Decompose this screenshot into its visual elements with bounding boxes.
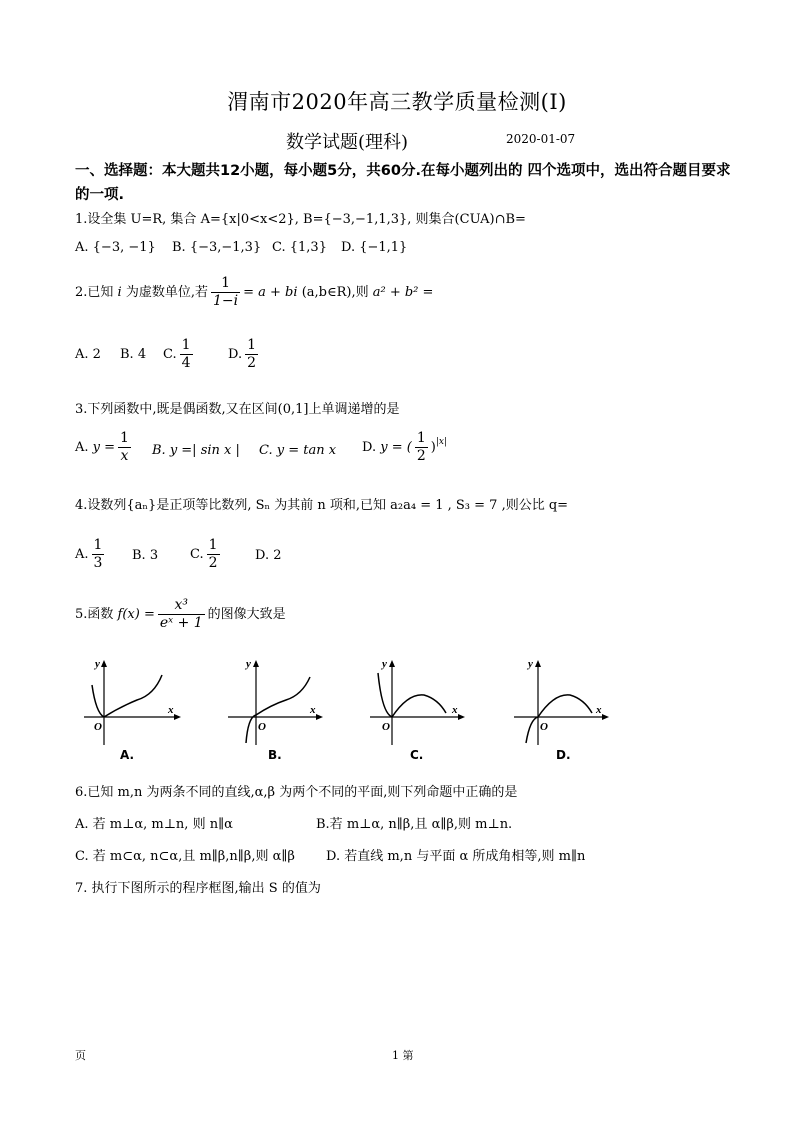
q3-optd-lhs: y = ( (380, 440, 412, 455)
q4-opta-frac (92, 537, 105, 572)
q4-optc-label: C. (190, 547, 204, 562)
graph-d-y-label: y (528, 658, 533, 670)
q2-mid: 为虚数单位,若 (125, 285, 208, 300)
q6-option-b: B.若 m⊥α, n∥β,且 α∥β,则 m⊥n. (316, 817, 513, 832)
graph-c-origin: O (382, 721, 390, 733)
q3-optd-frac (415, 430, 428, 465)
q4-option-d: D. 2 (255, 548, 282, 563)
q3-opta-label: A. (75, 440, 89, 455)
exam-subtitle: 数学试题(理科) (286, 132, 409, 153)
q2-option-b: B. 4 (120, 347, 147, 362)
q4-option-b: B. 3 (132, 548, 159, 563)
q3-option-d (362, 430, 447, 465)
q5-fraction (158, 597, 205, 632)
q2-frac-num: 1 (221, 275, 231, 291)
question-2-stem (75, 275, 433, 310)
q2-frac-den: 1−i (213, 293, 239, 309)
q6-option-a: A. 若 m⊥α, m⊥n, 则 n∥α (75, 817, 233, 832)
q2-option-c-label: C. (163, 347, 177, 362)
question-7-stem: 7. 执行下图所示的程序框图,输出 S 的值为 (75, 881, 321, 896)
q5-graph-c (368, 655, 468, 747)
q1-option-a: A. {−3, −1} (75, 240, 156, 255)
q5-graph-d (512, 655, 612, 747)
q2-option-d-label: D. (228, 347, 243, 362)
q3-optd-den: 2 (416, 448, 426, 464)
q5-graph-a (82, 655, 182, 747)
q2-cond: (a,b∈R),则 (301, 285, 369, 300)
graph-a-origin: O (94, 721, 102, 733)
q3-opta-lhs: y = (92, 440, 116, 455)
q3-opta-frac (118, 430, 131, 465)
graph-d-x-label: x (596, 704, 602, 716)
footer-page-left: 页 (75, 1049, 86, 1062)
q5-func: f(x) = (117, 607, 155, 622)
section-heading: 一、选择题：本大题共12小题，每小题5分，共60分.在每小题列出的 四个选项中，选出符合题目要求的一项. (75, 163, 731, 203)
q2-optd-den: 2 (247, 355, 257, 371)
footer-page-number: 1 第 (392, 1049, 414, 1062)
q4-optc-frac (207, 537, 220, 572)
q2-optd-num: 1 (247, 337, 257, 353)
q2-prefix: 2.已知 (75, 285, 114, 300)
q2-optc-den: 4 (181, 355, 191, 371)
q5-graph-b (226, 655, 326, 747)
graph-a-y-label: y (95, 658, 100, 670)
exam-date: 2020-01-07 (506, 132, 576, 146)
q3-option-a (75, 430, 134, 465)
q3-optd-num: 1 (416, 430, 426, 446)
q2-option-c (163, 337, 196, 372)
q5-prefix: 5.函数 (75, 607, 114, 622)
q4-opta-den: 3 (93, 555, 103, 571)
q6-option-d: D. 若直线 m,n 与平面 α 所成角相等,则 m∥n (326, 849, 586, 864)
q1-option-b: B. {−3,−1,3} (172, 240, 262, 255)
q5-frac-den: eˣ + 1 (159, 615, 203, 631)
q3-option-b: B. y =| sin x | (152, 443, 240, 458)
graph-b-y-label: y (246, 658, 251, 670)
q1-option-d: D. {−1,1} (341, 240, 408, 255)
graph-c-x-label: x (452, 704, 458, 716)
q2-eq: = a + bi (243, 285, 298, 300)
q5-graph-b-label: B. (268, 748, 282, 762)
q5-graph-d-label: D. (556, 748, 571, 762)
question-5-stem (75, 597, 286, 632)
q3-optd-label: D. (362, 440, 377, 455)
q4-opta-label: A. (75, 547, 89, 562)
q3-option-c: C. y = tan x (259, 443, 337, 458)
q4-optc-den: 2 (208, 555, 218, 571)
graph-b-origin: O (258, 721, 266, 733)
q3-opta-den: x (118, 447, 131, 465)
q2-fraction (211, 275, 240, 310)
graph-d-origin: O (540, 721, 548, 733)
exam-title: 渭南市2020年高三教学质量检测(Ⅰ) (227, 90, 567, 114)
q2-option-c-frac (180, 337, 193, 372)
q2-optc-num: 1 (181, 337, 191, 353)
question-3-stem: 3.下列函数中,既是偶函数,又在区间(0,1]上单调递增的是 (75, 402, 400, 417)
q4-option-a (75, 537, 107, 572)
q6-option-c: C. 若 m⊂α, n⊂α,且 m∥β,n∥β,则 α∥β (75, 849, 295, 864)
q5-frac-num: x³ (174, 597, 189, 613)
q2-end: a² + b² = (372, 285, 434, 300)
q2-option-a: A. 2 (75, 347, 101, 362)
q5-graph-a-label: A. (120, 748, 135, 762)
question-6-stem: 6.已知 m,n 为两条不同的直线,α,β 为两个不同的平面,则下列命题中正确的是 (75, 785, 518, 800)
q3-optd-rhs: ) (430, 440, 436, 455)
graph-a-x-label: x (168, 704, 174, 716)
q4-option-c (190, 537, 223, 572)
q5-graph-c-label: C. (410, 748, 424, 762)
graph-b-x-label: x (310, 704, 316, 716)
question-4-stem: 4.设数列{aₙ}是正项等比数列, Sₙ 为其前 n 项和,已知 a₂a₄ = 1 , S₃ = 7 ,则公比 q= (75, 498, 569, 513)
q1-option-c: C. {1,3} (272, 240, 327, 255)
q3-opta-num: 1 (120, 430, 129, 446)
q2-option-d-frac (245, 337, 258, 372)
graph-c-y-label: y (382, 658, 387, 670)
q4-opta-num: 1 (93, 537, 103, 553)
q2-option-d (228, 337, 261, 372)
q3-optd-exp: |x| (435, 437, 447, 447)
q5-suffix: 的图像大致是 (207, 607, 286, 622)
q4-optc-num: 1 (208, 537, 218, 553)
q2-i-var: i (117, 285, 122, 300)
question-1-stem: 1.设全集 U=R, 集合 A={x|0<x<2}, B={−3,−1,1,3}, 则集合(CUA)∩B= (75, 212, 526, 227)
